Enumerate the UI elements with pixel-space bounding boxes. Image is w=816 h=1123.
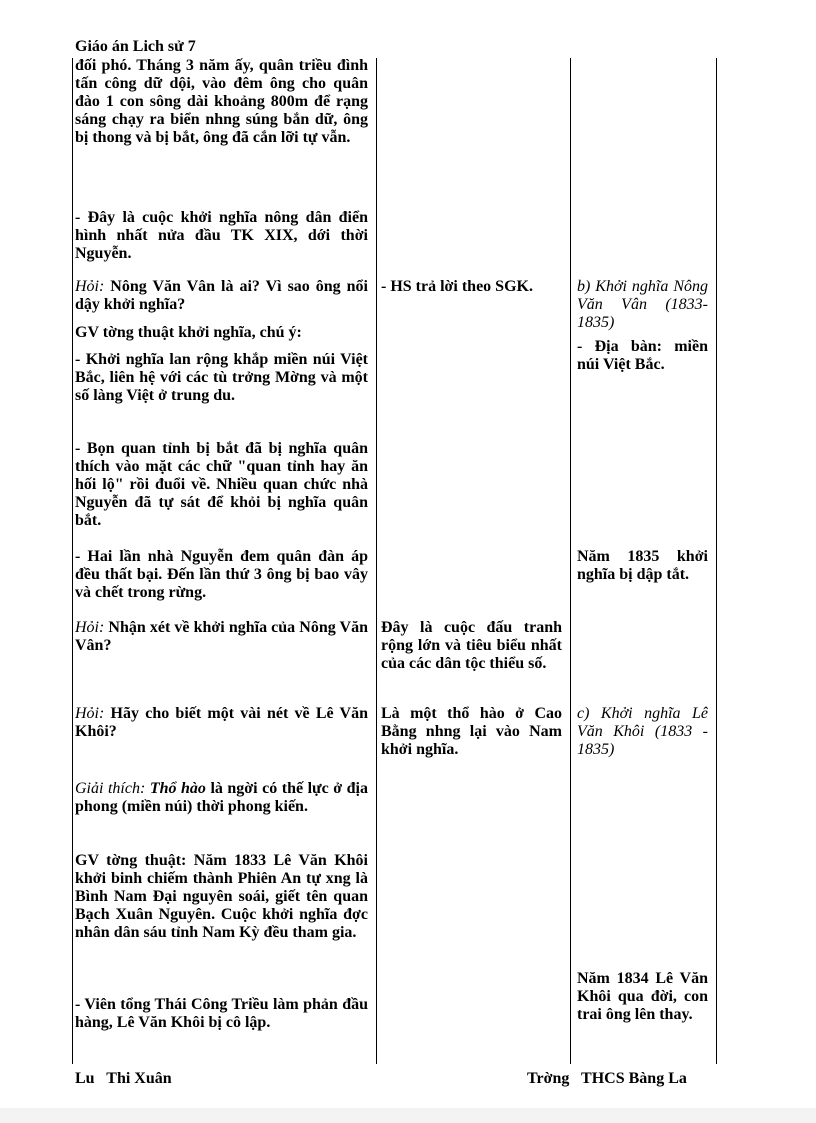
col1-narration-4: [75, 852, 368, 942]
col1-question-1: [75, 278, 368, 314]
paragraph: đối phó. Tháng 3 năm ấy, quân triều đình tấn công dữ dội, vào đêm ông cho quân đào 1 con sông dài khoảng 800m để rạng sáng chạy ra biển nhng súng bắn dữ, ông bị thong và bị bắt, ông đã cắn lỡi tự vẫn.: [75, 57, 368, 146]
paragraph: - Hai lần nhà Nguyễn đem quân đàn áp đều thất bại. Đến lần thứ 3 ông bị bao vây và chết trong rừng.: [75, 548, 368, 601]
col3-note-1: [577, 338, 708, 374]
col2-answer-2: [381, 619, 562, 673]
col1-question-3: [75, 705, 368, 741]
paragraph: - Bọn quan tỉnh bị bắt đã bị nghĩa quân thích vào mặt các chữ "quan tỉnh hay ăn hối lộ" rồi đuổi về. Nhiều quan chức nhà Nguyễn đã tự sát để khỏi bị nghĩa quân bắt.: [75, 440, 368, 529]
section-heading: b) Khởi nghĩa Nông Văn Vân (1833-1835): [577, 278, 708, 331]
page-header: Giáo án Lich sử 7: [75, 38, 196, 55]
table-divider-2: [570, 58, 571, 1064]
col3-heading-b: [577, 278, 708, 332]
section-heading: c) Khởi nghĩa Lê Văn Khôi (1833 - 1835): [577, 705, 708, 758]
col3-heading-c: [577, 705, 708, 759]
explanation-label: Giải thích:: [75, 780, 146, 797]
col2-answer-1: [381, 278, 562, 296]
paragraph: - Địa bàn: miền núi Việt Bắc.: [577, 338, 708, 373]
paragraph: - HS trả lời theo SGK.: [381, 278, 533, 295]
question-text: Nông Văn Vân là ai? Vì sao ông nổi dậy khởi nghĩa?: [75, 278, 368, 313]
col3-note-2: [577, 548, 708, 584]
col1-narration-title: [75, 324, 368, 342]
col1-narration-3: [75, 548, 368, 602]
page-bottom-band: [0, 1108, 816, 1123]
paragraph: GV tờng thuật: Năm 1833 Lê Văn Khôi khởi binh chiếm thành Phiên An tự xng là Bình Nam Đại nguyên soái, giết tên quan Bạch Xuân Nguyên. Cuộc khởi nghĩa đợc nhân dân sáu tỉnh Nam Kỳ đều tham gia.: [75, 852, 368, 941]
paragraph: - Đây là cuộc khởi nghĩa nông dân điển hình nhất nửa đầu TK XIX, dới thời Nguyễn.: [75, 209, 368, 262]
paragraph: - Viên tổng Thái Công Triều làm phản đầu hàng, Lê Văn Khôi bị cô lập.: [75, 996, 368, 1031]
col1-narration-5: [75, 996, 368, 1032]
col1-block-intro: [75, 57, 368, 147]
question-label: Hỏi:: [75, 278, 105, 295]
col1-narration-1: [75, 351, 368, 405]
question-text: Nhận xét về khởi nghĩa của Nông Văn Vân?: [75, 619, 368, 654]
col3-note-3: [577, 970, 708, 1024]
paragraph: Đây là cuộc đấu tranh rộng lớn và tiêu biểu nhất của các dân tộc thiểu số.: [381, 619, 562, 672]
col1-block-summary: [75, 209, 368, 263]
col1-question-2: [75, 619, 368, 655]
col1-explanation: [75, 780, 368, 816]
paragraph: - Khởi nghĩa lan rộng khắp miền núi Việt Bắc, liên hệ với các tù trởng Mờng và một số làng Việt ở trung du.: [75, 351, 368, 404]
paragraph: Năm 1835 khởi nghĩa bị dập tắt.: [577, 548, 708, 583]
question-label: Hỏi:: [75, 619, 105, 636]
question-text: Hãy cho biết một vài nét về Lê Văn Khôi?: [75, 705, 368, 740]
explanation-text: là ngời có thế lực ở địa phong (miền núi) thời phong kiến.: [75, 780, 369, 815]
col2-answer-3: [381, 705, 562, 759]
footer-author: Lu Thi Xuân: [75, 1070, 172, 1087]
table-left-border: [72, 58, 73, 1064]
table-right-border: [716, 58, 717, 1064]
paragraph: Là một thổ hào ở Cao Bằng nhng lại vào Nam khởi nghĩa.: [381, 705, 562, 758]
question-label: Hỏi:: [75, 705, 105, 722]
explanation-term: Thổ hào: [145, 780, 206, 797]
footer-school: Trờng THCS Bàng La: [527, 1070, 687, 1087]
paragraph: Năm 1834 Lê Văn Khôi qua đời, con trai ông lên thay.: [577, 970, 708, 1023]
table-divider-1: [376, 58, 377, 1064]
col1-narration-2: [75, 440, 368, 530]
paragraph: GV tờng thuật khởi nghĩa, chú ý:: [75, 324, 302, 341]
